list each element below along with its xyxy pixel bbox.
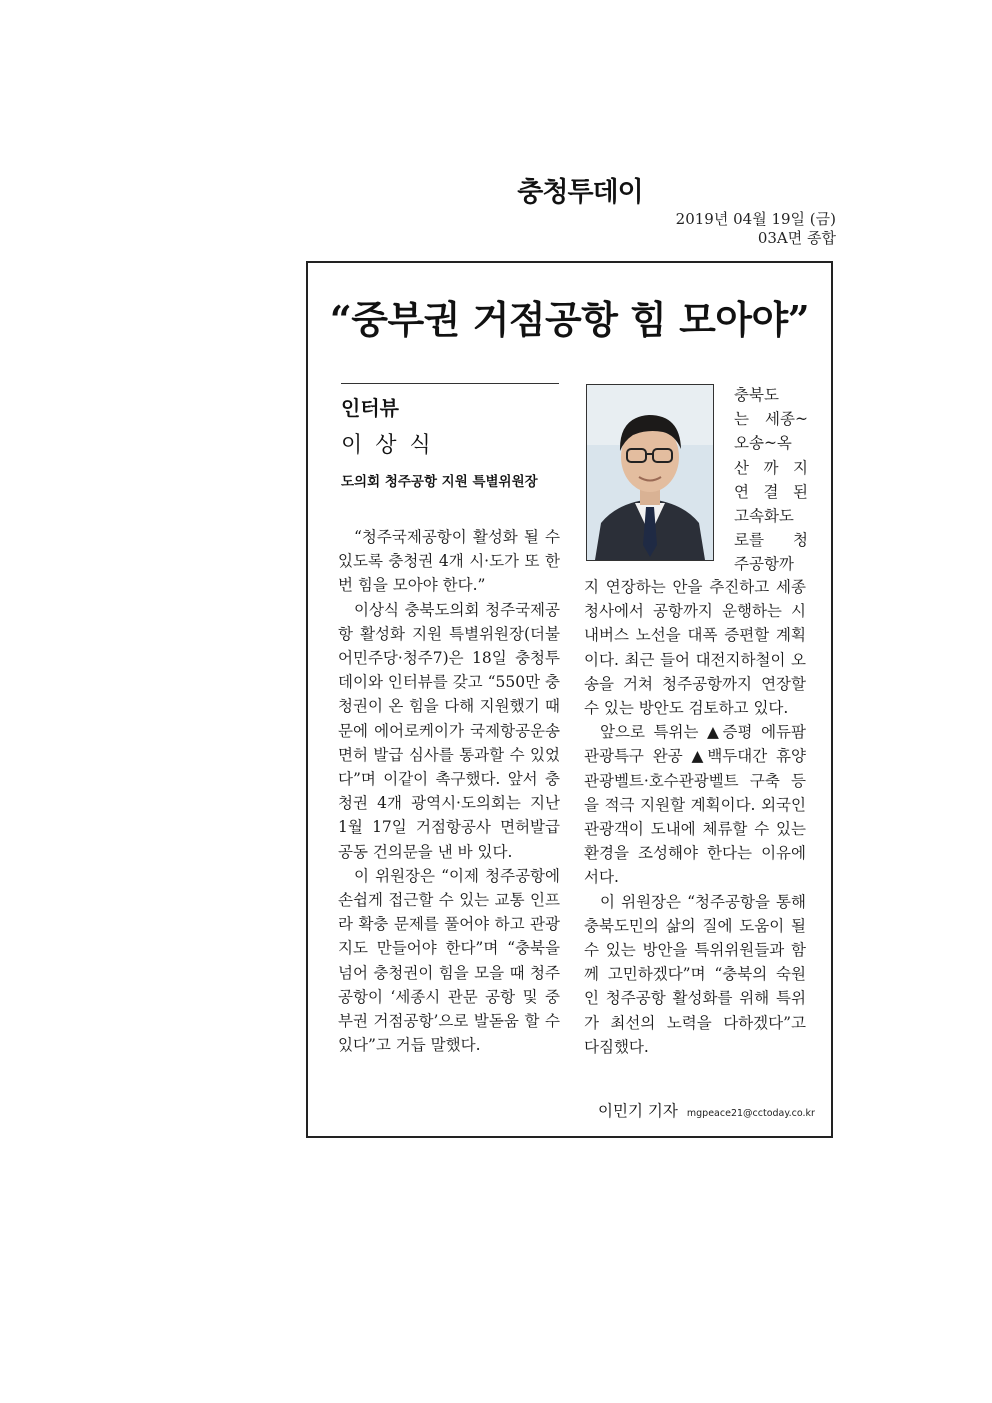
interviewee-name: 이 상 식 <box>341 433 434 458</box>
article-clipping <box>306 261 833 1138</box>
interview-kicker: 인터뷰 <box>341 396 399 420</box>
paragraph: 이상식 충북도의회 청주국제공항 활성화 지원 특별위원장(더불어민주당·청주7)은 18일 충청투데이와 인터뷰를 갖고 “550만 충청권이 온 힘을 다해 지원했기 때문에 에어로케이가 국제항공운송면허 발급 심사를 통과할 수 있었다”며 이같이 촉구했다. 앞서 충청권 4개 광역시·도의회는 지난 1월 17일 거점항공사 면허발급 공동 건의문을 낸 바 있다. <box>338 600 560 861</box>
wrap-line: 충북도 <box>734 386 779 404</box>
wrap-line: 고속화도 <box>734 507 794 526</box>
wrap-line: 산 까 지 <box>734 458 808 477</box>
paragraph: “청주국제공항이 활성화 될 수 있도록 충청권 4개 시·도가 또 한번 힘을 모아야 한다.” <box>338 528 560 595</box>
right-wrap-text <box>734 383 808 577</box>
portrait-photo-icon <box>586 384 714 561</box>
left-column <box>338 525 560 1057</box>
paragraph: 지 연장하는 안을 추진하고 세종청사에서 공항까지 운행하는 시내버스 노선을 대폭 증편할 계획이다. 최근 들어 대전지하철이 오송을 거쳐 청주공항까지 연장할 수 있는 방안도 검토하고 있다. <box>584 578 806 718</box>
dateline <box>676 210 836 248</box>
interviewee-title: 도의회 청주공항 지원 특별위원장 <box>341 474 538 490</box>
paragraph: 이 위원장은 “청주공항을 통해 충북도민의 삶의 질에 도움이 될 수 있는 방안을 특위위원들과 함께 고민하겠다”며 “충북의 숙원인 청주공항 활성화를 위해 특위가 최선의 노력을 다하겠다”고 다짐했다. <box>584 892 806 1056</box>
reporter-name: 이민기 기자 <box>598 1102 678 1120</box>
portrait-illustration <box>587 385 713 560</box>
wrap-line: 연 결 된 <box>734 482 808 501</box>
publication-date: 2019년 04월 19일 (금) <box>675 210 836 228</box>
byline <box>598 1099 828 1121</box>
reporter-email: mgpeace21@cctoday.co.kr <box>686 1108 815 1119</box>
paragraph: 이 위원장은 “이제 청주공항에 손쉽게 접근할 수 있는 교통 인프라 확충 문제를 풀어야 하고 관광지도 만들어야 한다”며 “충북을 넘어 충청권이 힘을 모을 때 청주공항이 ‘세종시 관문 공항 및 중부권 거점공항’으로 발돋움 할 수 있다”고 거듭 말했다. <box>338 866 560 1055</box>
right-column <box>584 575 806 1059</box>
interview-header <box>341 383 559 490</box>
headline: “중부권 거점공항 힘 모아야” <box>329 297 810 342</box>
wrap-line: 주공항까 <box>734 555 794 574</box>
wrap-line: 는 세종~ <box>734 410 808 429</box>
wrap-line: 오송~옥 <box>734 434 792 453</box>
newspaper-masthead: 충청투데이 <box>517 177 643 208</box>
wrap-line: 로를 청 <box>734 531 808 550</box>
paragraph: 앞으로 특위는 ▲증평 에듀팜 관광특구 완공 ▲백두대간 휴양 관광벨트·호수관광벨트 구축 등을 적극 지원할 계획이다. 외국인 관광객이 도내에 체류할 수 있는 환경을 조성해야 한다는 이유에서다. <box>584 723 806 887</box>
page-section: 03A면 종합 <box>757 229 836 247</box>
